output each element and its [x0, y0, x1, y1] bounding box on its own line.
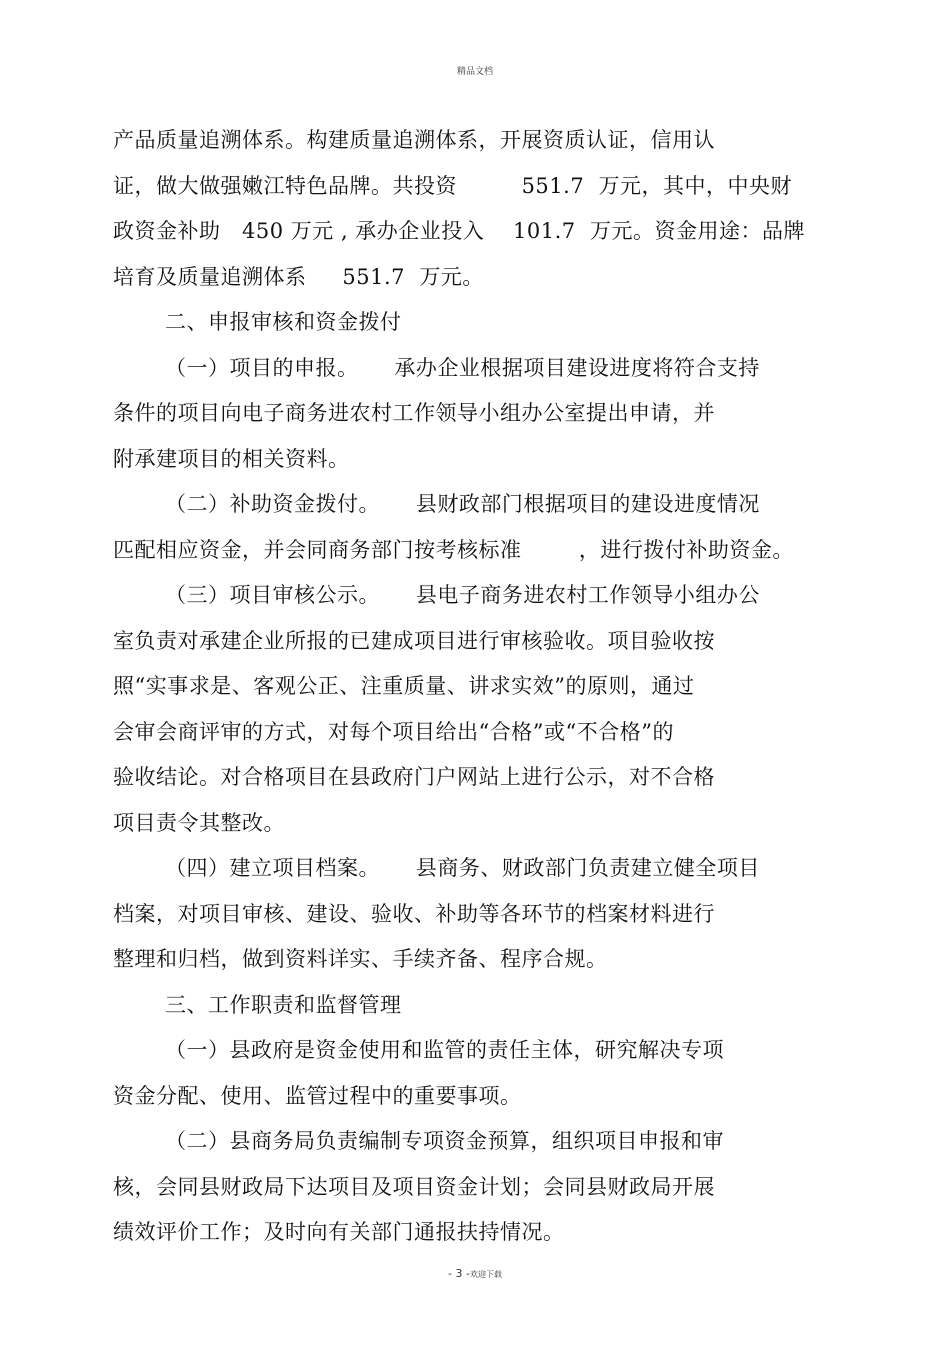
text-line: 档案，对项目审核、建设、验收、补助等各环节的档案材料进行: [113, 901, 715, 926]
text-line: 匹配相应资金，并会同商务部门按考核标准 ，进行拨付补助资金。: [113, 537, 794, 562]
text-line: 政资金补助 450 万元 , 承办企业投入 101.7 万元。资金用途：品牌: [113, 219, 805, 243]
text-line: 验收结论。对合格项目在县政府门户网站上进行公示，对不合格: [113, 765, 715, 789]
text-line: （三）项目审核公示。 县电子商务进农村工作领导小组办公: [165, 583, 760, 607]
text-line: （一）项目的申报。 承办企业根据项目建设进度将符合支持: [165, 355, 760, 380]
download-mark: 欢迎下载: [469, 1270, 502, 1279]
text-line: 培育及质量追溯体系 551.7 万元。: [113, 264, 484, 289]
text-line: 资金分配、使用、监管过程中的重要事项。: [113, 1083, 522, 1108]
text-line: 整理和归档，做到资料详实、手续齐备、程序合规。: [113, 947, 608, 971]
text-line: （一）县政府是资金使用和监管的责任主体，研究解决专项: [165, 1038, 724, 1062]
text-line: 产品质量追溯体系。构建质量追溯体系，开展资质认证，信用认: [113, 128, 715, 152]
text-line: 室负责对承建企业所报的已建成项目进行审核验收。项目验收按: [113, 628, 715, 653]
text-line: 绩效评价工作；及时向有关部门通报扶持情况。: [113, 1220, 565, 1244]
text-line: 项目责令其整改。: [113, 810, 285, 835]
page-footer: [0, 1262, 950, 1281]
document-body: [113, 118, 833, 1256]
text-line: 核，会同县财政局下达项目及项目资金计划；会同县财政局开展: [113, 1174, 715, 1199]
text-line: （二）补助资金拨付。 县财政部门根据项目的建设进度情况: [165, 492, 760, 516]
text-line: （二）县商务局负责编制专项资金预算，组织项目申报和审: [165, 1129, 724, 1153]
text-line: 附承建项目的相关资料。: [113, 446, 350, 471]
text-line: （四）建立项目档案。 县商务、财政部门负责建立健全项目: [165, 856, 760, 880]
text-line: 条件的项目向电子商务进农村工作领导小组办公室提出申请，并: [113, 401, 715, 425]
text-line: 照“实事求是、客观公正、注重质量、讲求实效”的原则，通过: [113, 674, 695, 698]
section-heading: 三、工作职责和监督管理: [165, 992, 402, 1017]
page-number: - 3 -: [448, 1267, 470, 1280]
text-line: 证，做大做强嫩江特色品牌。共投资 551.7 万元，其中，中央财: [113, 173, 793, 198]
section-heading: 二、申报审核和资金拨付: [165, 310, 402, 334]
text-line: 会审会商评审的方式，对每个项目给出“合格”或“不合格”的: [113, 719, 674, 744]
header-watermark: 精品文档: [456, 67, 493, 77]
